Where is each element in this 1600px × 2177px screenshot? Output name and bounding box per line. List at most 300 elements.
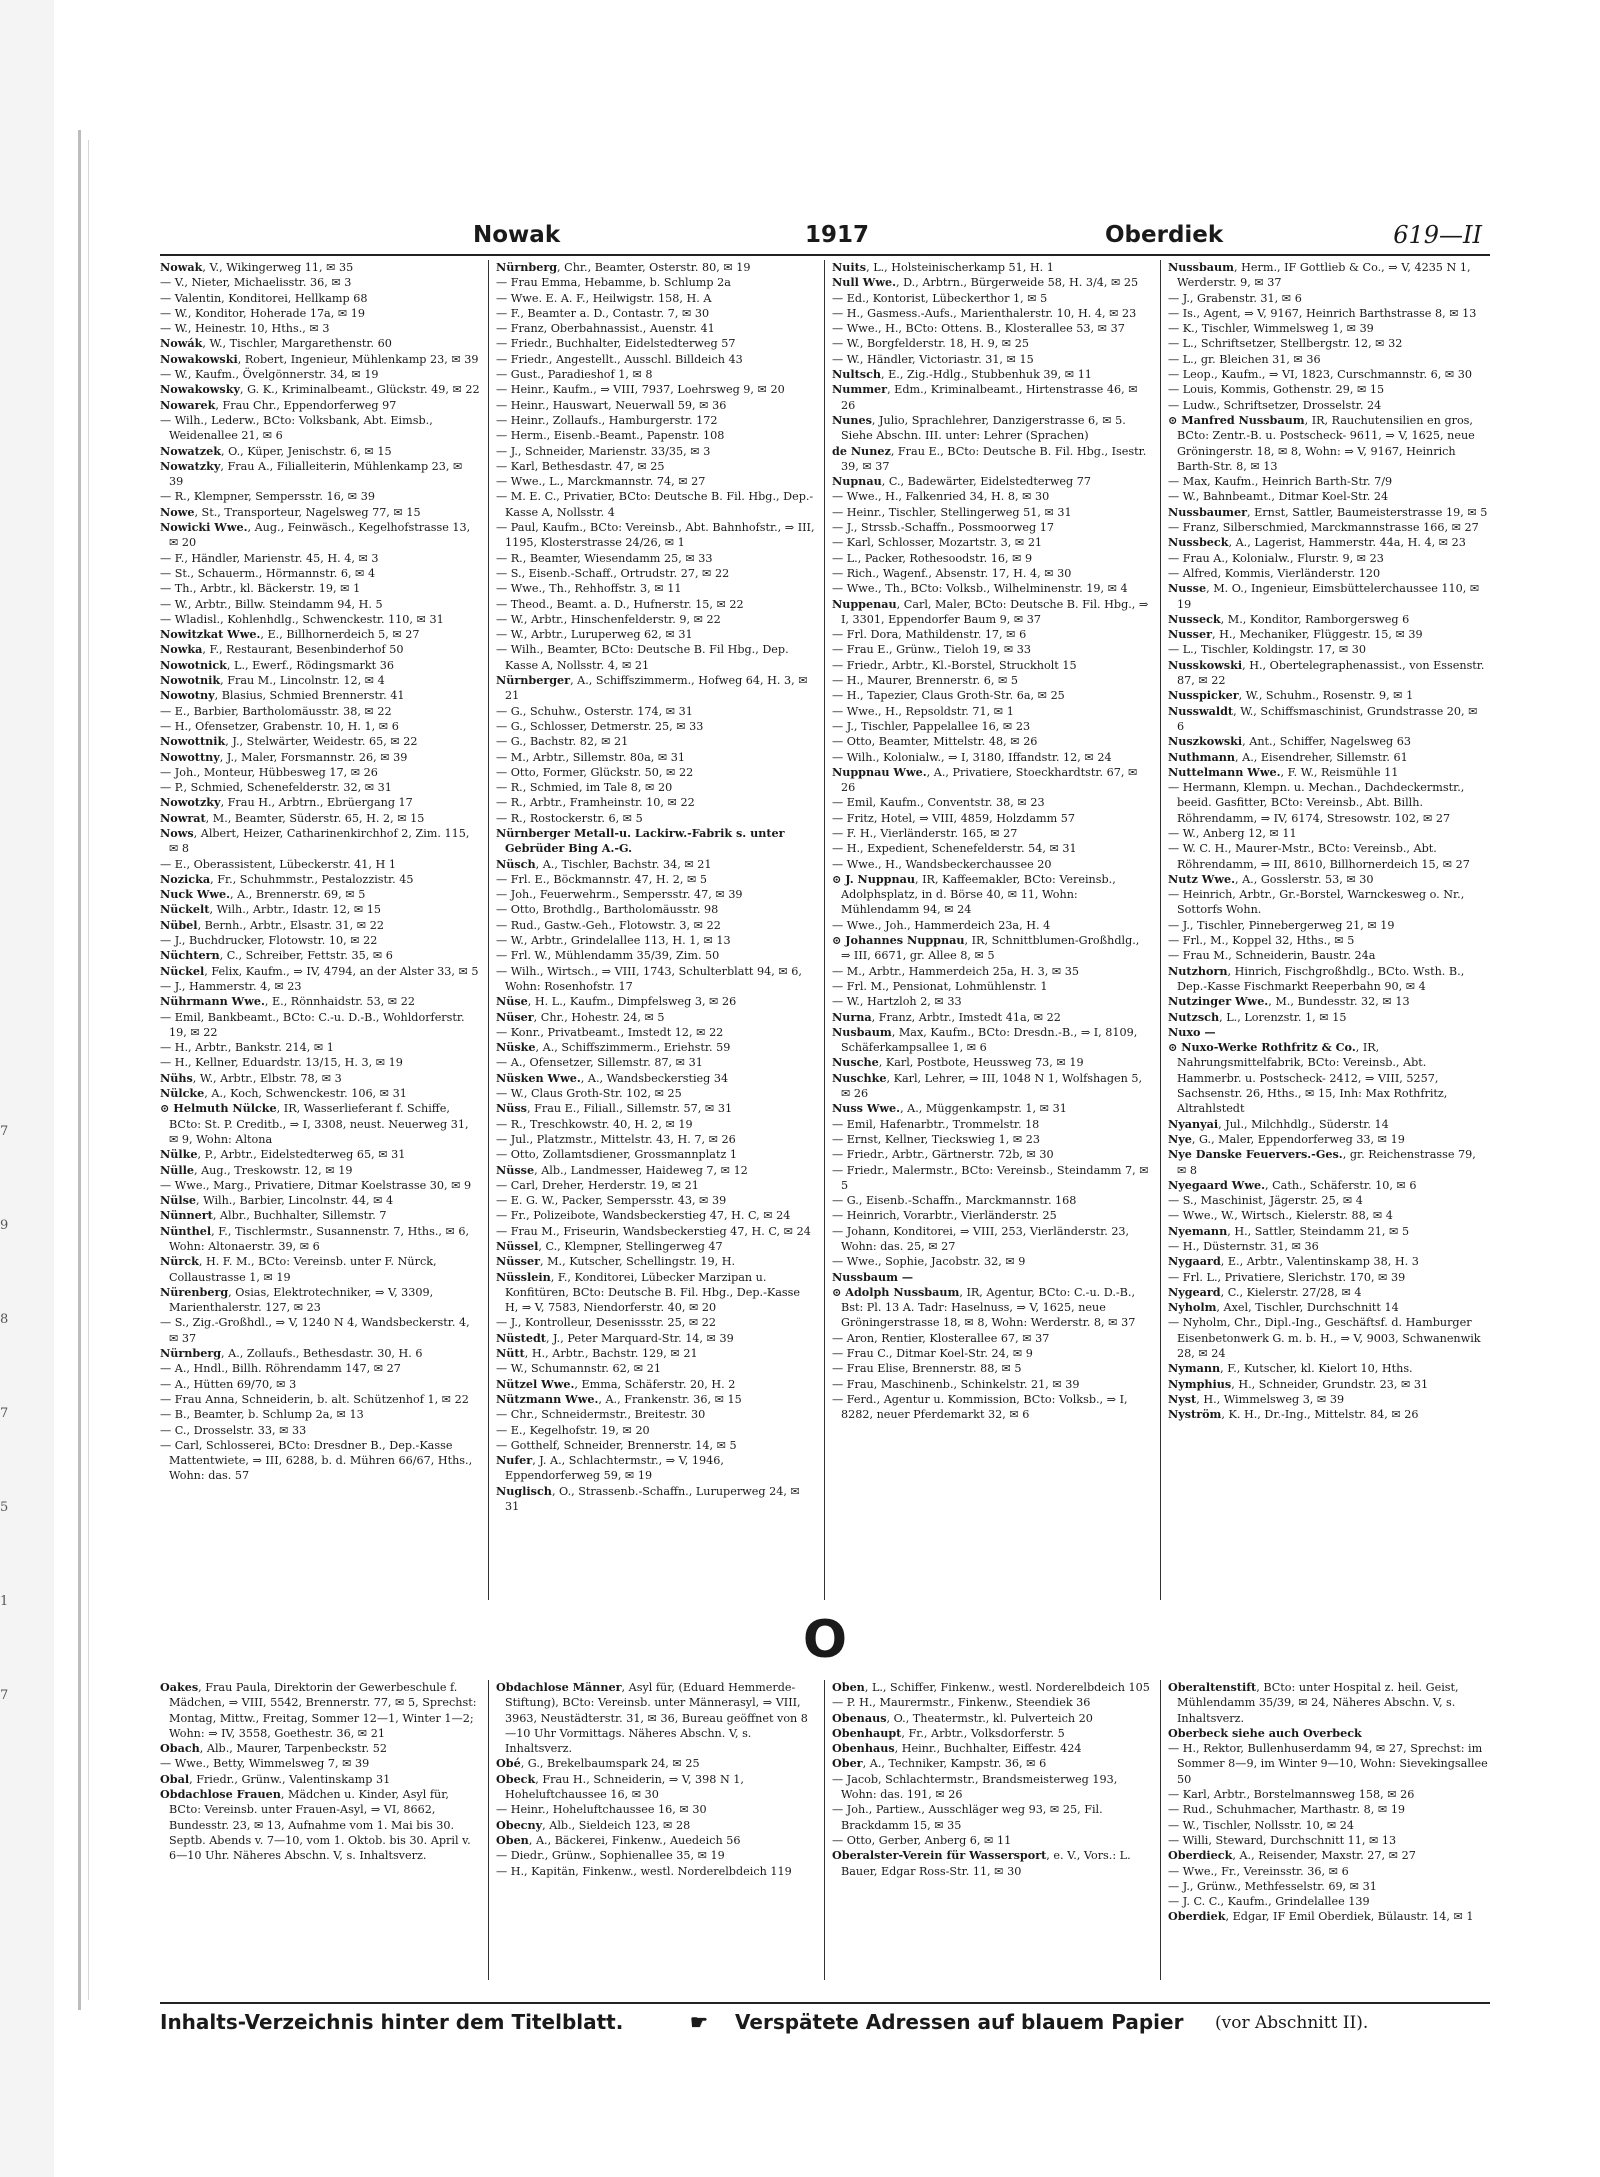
- directory-entry: Nürck, H. F. M., BCto: Vereinsb. unter F. Nürck, Collaustrasse 1, ✉ 19: [160, 1254, 437, 1284]
- directory-entry: — V., Nieter, Michaelisstr. 36, ✉ 3: [160, 276, 352, 290]
- directory-entry: — Herm., Eisenb.-Beamt., Papenstr. 108: [496, 429, 725, 443]
- directory-entry: — Hermann, Klempn. u. Mechan., Dachdeckermstr., beeid. Gasfitter, BCto: Vereinsb., Abt. Billh. Röhrendamm, ⇒ IV, 6174, Stresowstr. 102, ✉ 27: [1168, 781, 1465, 825]
- directory-entry: Nyholm, Axel, Tischler, Durchschnitt 14: [1168, 1300, 1399, 1315]
- entry-surname: Oberalster-Verein für Wassersport: [832, 1848, 1047, 1863]
- entry-surname: Nützmann Wwe.: [496, 1391, 599, 1406]
- directory-entry: — Frau Emma, Hebamme, b. Schlump 2a: [496, 276, 731, 290]
- directory-entry: Obdachlose Frauen, Mädchen u. Kinder, Asyl für, BCto: Vereinsb. unter Frauen-Asyl, ⇒ VI, 8662, Bundesstr. 23, ✉ 13, Aufnahme vom 1. Mai bis 30. Septb. Abends v. 7—10, vom 1. Oktob. bis 30. April v. 6—10 Uhr. Näheres Abschn. V, s. Inhaltsverz.: [160, 1787, 471, 1863]
- entry-surname: Nuschke: [832, 1070, 887, 1085]
- directory-entry: — Joh., Monteur, Hübbesweg 17, ✉ 26: [160, 765, 378, 779]
- directory-entry: Obenhaus, Heinr., Buchhalter, Eiffestr. 424: [832, 1741, 1082, 1756]
- directory-entry: — Wwe., Fr., Vereinsstr. 36, ✉ 6: [1168, 1864, 1349, 1878]
- entry-surname: Nowotny: [160, 688, 215, 703]
- directory-entry: — Karl, Arbtr., Borstelmannsweg 158, ✉ 26: [1168, 1788, 1415, 1802]
- directory-entry: — Otto, Brothdlg., Bartholomäusstr. 98: [496, 903, 719, 917]
- directory-entry: — Wwe., W., Wirtsch., Kielerstr. 88, ✉ 4: [1168, 1209, 1393, 1223]
- directory-entry: Nünnert, Albr., Buchhalter, Sillemstr. 7: [160, 1208, 387, 1223]
- directory-entry: — J., Tischler, Pappelallee 16, ✉ 23: [832, 719, 1031, 733]
- directory-entry: — Wwe., Th., Rehhoffstr. 3, ✉ 11: [496, 582, 682, 596]
- directory-entry: Nussbaum, Herm., IF Gottlieb & Co., ⇒ V, 4235 N 1, Werderstr. 9, ✉ 37: [1168, 260, 1471, 290]
- directory-entry: Nuss Wwe., A., Müggenkampstr. 1, ✉ 31: [832, 1101, 1067, 1116]
- entry-surname: Nuglisch: [496, 1483, 552, 1498]
- directory-entry: Nuppnau Wwe., A., Privatiere, Stoeckhardtstr. 67, ✉ 26: [832, 764, 1138, 795]
- directory-entry: — W., Anberg 12, ✉ 11: [1168, 826, 1297, 840]
- directory-entry: — B., Beamter, b. Schlump 2a, ✉ 13: [160, 1408, 364, 1422]
- column-o-1: [160, 1680, 480, 1980]
- directory-entry: — J. C. C., Kaufm., Grindelallee 139: [1168, 1895, 1370, 1909]
- directory-entry: — St., Schauerm., Hörmannstr. 6, ✉ 4: [160, 566, 376, 580]
- entry-surname: Nülke: [160, 1147, 198, 1162]
- entry-surname: Nygaard: [1168, 1254, 1221, 1269]
- directory-entry: Nowottny, J., Maler, Forsmannstr. 26, ✉ 39: [160, 749, 408, 764]
- directory-entry: — Emil, Bankbeamt., BCto: C.-u. D.-B., Wohldorferstr. 19, ✉ 22: [160, 1010, 465, 1039]
- entry-surname: Nüsch: [496, 856, 536, 871]
- directory-entry: Nüse, H. L., Kaufm., Dimpfelsweg 3, ✉ 26: [496, 994, 737, 1009]
- entry-surname: Ober: [832, 1756, 863, 1771]
- directory-entry: Nowakowsky, G. K., Kriminalbeamt., Glückstr. 49, ✉ 22: [160, 382, 480, 397]
- directory-entry: Oben, A., Bäckerei, Finkenw., Auedeich 56: [496, 1832, 741, 1847]
- directory-entry: — Frl., M., Koppel 32, Hths., ✉ 5: [1168, 934, 1355, 948]
- entry-surname: Nühs: [160, 1070, 193, 1085]
- directory-entry: — Th., Arbtr., kl. Bäckerstr. 19, ✉ 1: [160, 582, 361, 596]
- directory-entry: — J., Grabenstr. 31, ✉ 6: [1168, 291, 1302, 305]
- margin-mark: 7: [0, 1688, 9, 1703]
- directory-entry: — Valentin, Konditorei, Hellkamp 68: [160, 291, 368, 305]
- directory-entry: — H., Rektor, Bullenhuserdamm 94, ✉ 27, Sprechst: im Sommer 8—9, im Winter 9—10, Wohn: Sievekingsallee 50: [1168, 1742, 1488, 1786]
- directory-entry: — M., Arbtr., Hammerdeich 25a, H. 3, ✉ 35: [832, 964, 1080, 978]
- directory-entry: Nühs, W., Arbtr., Elbstr. 78, ✉ 3: [160, 1070, 342, 1085]
- section-heading: [160, 1610, 1490, 1670]
- margin-marks: [0, 1120, 16, 1778]
- entry-surname: Nymphius: [1168, 1376, 1232, 1391]
- directory-entry: Nyström, K. H., Dr.-Ing., Mittelstr. 84, ✉ 26: [1168, 1407, 1419, 1422]
- directory-entry: Obenaus, O., Theatermstr., kl. Pulverteich 20: [832, 1710, 1093, 1725]
- directory-entry: Nyemann, H., Sattler, Steindamm 21, ✉ 5: [1168, 1223, 1410, 1238]
- directory-entry: ⊙ J. Nuppnau, IR, Kaffeemakler, BCto: Vereinsb., Adolphsplatz, in d. Börse 40, ✉ 11, Wohn: Mühlendamm 94, ✉ 24: [832, 871, 1116, 917]
- entry-surname: Nyemann: [1168, 1223, 1228, 1238]
- directory-entry: Nusseck, M., Konditor, Ramborgersweg 6: [1168, 611, 1410, 626]
- directory-entry: — Wwe., H., Falkenried 34, H. 8, ✉ 30: [832, 490, 1050, 504]
- directory-entry: — A., Hütten 69/70, ✉ 3: [160, 1377, 297, 1391]
- entry-surname: Obeck: [496, 1771, 536, 1786]
- directory-entry: Nusse, M. O., Ingenieur, Eimsbüttelerchaussee 110, ✉ 19: [1168, 581, 1480, 611]
- directory-entry: — A., Ofensetzer, Sillemstr. 87, ✉ 31: [496, 1056, 703, 1070]
- entry-surname: Obenhaupt: [832, 1725, 902, 1740]
- directory-entry: Nymann, F., Kutscher, kl. Kielort 10, Hths.: [1168, 1361, 1413, 1376]
- entry-surname: Oberdiek: [1168, 1909, 1226, 1924]
- entry-surname: de Nunez: [832, 443, 891, 458]
- directory-entry: — R., Schmied, im Tale 8, ✉ 20: [496, 781, 673, 795]
- directory-entry: — W., Heinestr. 10, Hths., ✉ 3: [160, 322, 330, 336]
- entry-surname: Nusseck: [1168, 611, 1221, 626]
- directory-entry: Nowak, V., Wikingerweg 11, ✉ 35: [160, 260, 354, 274]
- directory-entry: — G., Schlosser, Detmerstr. 25, ✉ 33: [496, 719, 704, 733]
- gutter-line: [78, 130, 81, 2010]
- directory-entry: — Konr., Privatbeamt., Imstedt 12, ✉ 22: [496, 1025, 724, 1039]
- entry-surname: Nückel: [160, 963, 205, 978]
- entry-surname: ⊙ Adolph Nussbaum: [832, 1284, 960, 1299]
- directory-entry: Nürnberger, A., Schiffszimmerm., Hofweg 64, H. 3, ✉ 21: [496, 673, 808, 703]
- entry-surname: ⊙ Manfred Nussbaum: [1168, 412, 1305, 427]
- directory-entry: [496, 826, 816, 857]
- directory-entry: Nufer, J. A., Schlachtermstr., ⇒ V, 1946, Eppendorferweg 59, ✉ 19: [496, 1453, 724, 1483]
- entry-surname: Nutzinger Wwe.: [1168, 994, 1269, 1009]
- entry-surname: ⊙ Nuxo-Werke Rothfritz & Co.: [1168, 1040, 1356, 1055]
- directory-entry: Nygaard, E., Arbtr., Valentinskamp 38, H. 3: [1168, 1254, 1419, 1269]
- entry-surname: Nuits: [832, 260, 867, 274]
- entry-surname: Obenaus: [832, 1710, 887, 1725]
- entry-surname: Nusche: [832, 1055, 879, 1070]
- directory-entry: Nüstedt, J., Peter Marquard-Str. 14, ✉ 39: [496, 1330, 734, 1345]
- entry-surname: Nowitzkat Wwe.: [160, 627, 261, 642]
- directory-entry: — G., Bachstr. 82, ✉ 21: [496, 735, 629, 749]
- entry-surname: Nussbaum: [1168, 260, 1234, 274]
- entry-surname: Nultsch: [832, 367, 882, 382]
- directory-entry: Nowatzky, Frau A., Filialleiterin, Mühlenkamp 23, ✉ 39: [160, 458, 463, 489]
- directory-entry: — Is., Agent, ⇒ V, 9167, Heinrich Barthstrasse 8, ✉ 13: [1168, 306, 1477, 320]
- directory-entry: Nusspicker, W., Schuhm., Rosenstr. 9, ✉ 1: [1168, 688, 1414, 703]
- directory-entry: — Fritz, Hotel, ⇒ VIII, 4859, Holzdamm 57: [832, 811, 1076, 825]
- entry-surname: Nowicki Wwe.: [160, 520, 248, 535]
- directory-entry: — Emil, Hafenarbtr., Trommelstr. 18: [832, 1117, 1040, 1131]
- entry-surname: Nowottny: [160, 749, 220, 764]
- entry-surname: Nowák: [160, 336, 203, 351]
- directory-entry: Nüsse, Alb., Landmesser, Haideweg 7, ✉ 12: [496, 1162, 748, 1177]
- directory-entry: — C., Drosselstr. 33, ✉ 33: [160, 1423, 307, 1437]
- directory-entry: — Aron, Rentier, Klosterallee 67, ✉ 37: [832, 1331, 1050, 1345]
- directory-entry: Nowotny, Blasius, Schmied Brennerstr. 41: [160, 688, 405, 703]
- directory-entry: — Wwe., Marg., Privatiere, Ditmar Koelstrasse 30, ✉ 9: [160, 1178, 472, 1192]
- directory-columns-n: [160, 260, 1490, 1600]
- directory-entry: Nüsch, A., Tischler, Bachstr. 34, ✉ 21: [496, 856, 712, 871]
- entry-surname: Nutzsch: [1168, 1009, 1220, 1024]
- directory-entry: Nüser, Chr., Hohestr. 24, ✉ 5: [496, 1009, 665, 1024]
- directory-entry: Nünthel, F., Tischlermstr., Susannenstr. 7, Hths., ✉ 6, Wohn: Altonaerstr. 39, ✉ 6: [160, 1223, 470, 1253]
- directory-entry: — Ludw., Schriftsetzer, Drosselstr. 24: [1168, 398, 1382, 412]
- directory-entry: — K., Tischler, Wimmelsweg 1, ✉ 39: [1168, 322, 1374, 336]
- directory-entry: — H., Düsternstr. 31, ✉ 36: [1168, 1240, 1319, 1253]
- directory-entry: Nowitzkat Wwe., E., Billhornerdeich 5, ✉ 27: [160, 627, 420, 642]
- entry-surname: Nürnberg: [160, 1346, 222, 1361]
- directory-entry: — Wilh., Lederw., BCto: Volksbank, Abt. Eimsb., Weidenallee 21, ✉ 6: [160, 413, 433, 443]
- directory-entry: Obach, Alb., Maurer, Tarpenbeckstr. 52: [160, 1741, 388, 1756]
- directory-entry: Nübel, Bernh., Arbtr., Elsastr. 31, ✉ 22: [160, 917, 384, 932]
- directory-entry: — J., Schneider, Marienstr. 33/35, ✉ 3: [496, 444, 711, 458]
- directory-entry: Nürnberg, A., Zollaufs., Bethesdastr. 30, H. 6: [160, 1346, 423, 1361]
- directory-entry: — W., Arbtr., Grindelallee 113, H. 1, ✉ 13: [496, 934, 731, 948]
- entry-surname: Nuthmann: [1168, 749, 1236, 764]
- directory-entry: — W., Arbtr., Luruperweg 62, ✉ 31: [496, 628, 693, 642]
- entry-surname: Null Wwe.: [832, 275, 896, 290]
- directory-entry: Nutzsch, L., Lorenzstr. 1, ✉ 15: [1168, 1009, 1347, 1024]
- entry-surname: Nürnberger Metall-u. Lackirw.-Fabrik s. unter Gebrüder Bing A.-G.: [496, 825, 785, 856]
- directory-entry: — Wwe., Sophie, Jacobstr. 32, ✉ 9: [832, 1255, 1026, 1269]
- directory-entry: — Ed., Kontorist, Lübeckerthor 1, ✉ 5: [832, 291, 1048, 305]
- directory-entry: — E., Barbier, Bartholomäusstr. 38, ✉ 22: [160, 704, 392, 718]
- directory-entry: — Frl. Dora, Mathildenstr. 17, ✉ 6: [832, 628, 1027, 642]
- directory-entry: Nüchtern, C., Schreiber, Fettstr. 35, ✉ 6: [160, 948, 393, 963]
- entry-surname: Nowrat: [160, 810, 206, 825]
- column-divider: [824, 1680, 825, 1980]
- directory-entry: Nutz Wwe., A., Gosslerstr. 53, ✉ 30: [1168, 871, 1374, 886]
- column-o-3: [832, 1680, 1152, 1980]
- directory-entry: — Joh., Partiew., Ausschläger weg 93, ✉ 25, Fil. Brackdamm 15, ✉ 35: [832, 1803, 1103, 1832]
- directory-entry: — Nyholm, Chr., Dipl.-Ing., Geschäftsf. d. Hamburger Eisenbetonwerk G. m. b. H., ⇒ V, 9003, Schwanenwik 28, ✉ 24: [1168, 1316, 1481, 1361]
- entry-surname: Nusspicker: [1168, 688, 1239, 703]
- directory-entry: — Otto, Former, Glückstr. 50, ✉ 22: [496, 765, 694, 779]
- directory-entry: Oakes, Frau Paula, Direktorin der Gewerbeschule f. Mädchen, ⇒ VIII, 5542, Brennerstr. 77, ✉ 5, Sprechst: Montag, Mittw., Freitag, Sommer 12—1, Winter 1—2; Wohn: ⇒ IV, 3558, Goethestr. 36, ✉ 21: [160, 1680, 477, 1740]
- margin-mark: 5: [0, 1500, 9, 1515]
- directory-entry: — Theod., Beamt. a. D., Hufnerstr. 15, ✉ 22: [496, 597, 744, 611]
- directory-entry: — Wwe., H., BCto: Ottens. B., Klosterallee 53, ✉ 37: [832, 322, 1125, 336]
- directory-entry: — Wwe. E. A. F., Heilwigstr. 158, H. A: [496, 291, 712, 305]
- entry-surname: Nührmann Wwe.: [160, 994, 265, 1009]
- directory-entry: Nückel, Felix, Kaufm., ⇒ IV, 4794, an der Alster 33, ✉ 5: [160, 963, 479, 978]
- directory-entry: Nuits, L., Holsteinischerkamp 51, H. 1: [832, 260, 1054, 274]
- directory-entry: — Frl. M., Pensionat, Lohmühlenstr. 1: [832, 979, 1048, 993]
- directory-entry: Obeck, Frau H., Schneiderin, ⇒ V, 398 N 1, Hoheluftchaussee 16, ✉ 30: [496, 1771, 744, 1802]
- entry-surname: Nyegaard Wwe.: [1168, 1177, 1265, 1192]
- entry-surname: Obecny: [496, 1817, 543, 1832]
- running-header: [160, 220, 1490, 256]
- column-divider: [824, 260, 825, 1600]
- entry-surname: Nutzhorn: [1168, 963, 1228, 978]
- directory-entry: — Frau M., Schneiderin, Baustr. 24a: [1168, 949, 1376, 963]
- directory-entry: — S., Eisenb.-Schaff., Ortrudstr. 27, ✉ 22: [496, 566, 730, 580]
- directory-entry: — Frau Anna, Schneiderin, b. alt. Schützenhof 1, ✉ 22: [160, 1392, 469, 1406]
- entry-surname: Nupnau: [832, 474, 882, 489]
- entry-surname: Nowak: [160, 260, 203, 274]
- entry-surname: Nymann: [1168, 1361, 1221, 1376]
- directory-entry: Nozicka, Fr., Schuhmmstr., Pestalozzistr. 45: [160, 871, 414, 886]
- entry-surname: Nüse: [496, 994, 528, 1009]
- directory-entry: Nowotnick, L., Ewerf., Rödingsmarkt 36: [160, 657, 394, 672]
- directory-entry: Nutzinger Wwe., M., Bundesstr. 32, ✉ 13: [1168, 994, 1410, 1009]
- directory-entry: — Wwe., H., Wandsbeckerchaussee 20: [832, 857, 1052, 871]
- directory-entry: Nowicki Wwe., Aug., Feinwäsch., Kegelhofstrasse 13, ✉ 20: [160, 520, 471, 550]
- directory-entry: Nuschke, Karl, Lehrer, ⇒ III, 1048 N 1, Wolfshagen 5, ✉ 26: [832, 1070, 1143, 1101]
- directory-entry: Nusser, H., Mechaniker, Flüggestr. 15, ✉ 39: [1168, 627, 1423, 642]
- entry-surname: Nüsslein: [496, 1269, 551, 1284]
- directory-entry: — Diedr., Grünw., Sophienallee 35, ✉ 19: [496, 1849, 725, 1863]
- directory-entry: — W., Tischler, Nollsstr. 10, ✉ 24: [1168, 1818, 1355, 1832]
- directory-entry: Nowatzek, O., Küper, Jenischstr. 6, ✉ 15: [160, 443, 392, 458]
- directory-entry: Nusbaum, Max, Kaufm., BCto: Dresdn.-B., ⇒ I, 8109, Schäferkampsallee 1, ✉ 6: [832, 1024, 1138, 1055]
- entry-surname: ⊙ Johannes Nuppnau: [832, 933, 965, 948]
- directory-entry: — Gotthelf, Schneider, Brennerstr. 14, ✉ 5: [496, 1438, 737, 1452]
- directory-entry: — W., Bahnbeamt., Ditmar Koel-Str. 24: [1168, 490, 1389, 504]
- entry-surname: Nuszkowski: [1168, 734, 1243, 749]
- entry-surname: Nuttelmann Wwe.: [1168, 764, 1281, 779]
- entry-surname: Nünnert: [160, 1208, 213, 1223]
- directory-entry: Nye Danske Feuervers.-Ges., gr. Reichenstrasse 79, ✉ 8: [1168, 1147, 1476, 1177]
- directory-entry: Nülse, Wilh., Barbier, Lincolnstr. 44, ✉ 4: [160, 1193, 394, 1208]
- directory-entry: Nührmann Wwe., E., Rönnhaidstr. 53, ✉ 22: [160, 994, 415, 1009]
- entry-surname: Nussbeck: [1168, 535, 1229, 550]
- directory-entry: — Frau, Maschinenb., Schinkelstr. 21, ✉ 39: [832, 1377, 1080, 1391]
- directory-entry: Nymphius, H., Schneider, Grundstr. 23, ✉ 31: [1168, 1376, 1429, 1391]
- directory-entry: — H., Kapitän, Finkenw., westl. Norderelbdeich 119: [496, 1864, 792, 1878]
- entry-surname: Nütt: [496, 1346, 525, 1361]
- entry-surname: Nuss Wwe.: [832, 1101, 901, 1116]
- entry-surname: ⊙ Helmuth Nülcke: [160, 1101, 277, 1116]
- directory-entry: Nowe, St., Transporteur, Nagelsweg 77, ✉ 15: [160, 504, 421, 519]
- entry-surname: Nummer: [832, 382, 888, 397]
- entry-surname: Nülle: [160, 1162, 194, 1177]
- entry-surname: Obdachlose Männer: [496, 1680, 622, 1694]
- entry-surname: Nüstedt: [496, 1330, 546, 1345]
- entry-surname: Oben: [496, 1832, 529, 1847]
- directory-entry: Nyst, H., Wimmelsweg 3, ✉ 39: [1168, 1391, 1345, 1406]
- directory-entry: [832, 1270, 1152, 1285]
- entry-surname: Nürnberg: [496, 260, 558, 274]
- margin-mark: 1: [0, 1594, 9, 1609]
- entry-surname: Nützel Wwe.: [496, 1376, 575, 1391]
- directory-entry: — L., Packer, Rothesoodstr. 16, ✉ 9: [832, 551, 1033, 565]
- entry-surname: Nye: [1168, 1131, 1192, 1146]
- directory-entry: — Gust., Paradieshof 1, ✉ 8: [496, 368, 653, 382]
- directory-entry: — M. E. C., Privatier, BCto: Deutsche B. Fil. Hbg., Dep.-Kasse A, Nollsstr. 4: [496, 490, 814, 519]
- directory-entry: Nowotnik, Frau M., Lincolnstr. 12, ✉ 4: [160, 673, 385, 688]
- directory-page: [160, 220, 1490, 2040]
- directory-entry: — E., Kegelhofstr. 19, ✉ 20: [496, 1423, 650, 1437]
- directory-entry: — Frl. E., Böckmannstr. 47, H. 2, ✉ 5: [496, 872, 708, 886]
- entry-surname: Obach: [160, 1741, 200, 1756]
- entry-surname: ⊙ J. Nuppnau: [832, 871, 916, 886]
- directory-entry: — Rich., Wagenf., Absenstr. 17, H. 4, ✉ 30: [832, 566, 1072, 580]
- directory-entry: — Heinr., Kaufm., ⇒ VIII, 7937, Loehrsweg 9, ✉ 20: [496, 383, 785, 397]
- entry-surname: Nowakowsky: [160, 382, 240, 397]
- directory-entry: — Karl, Schlosser, Mozartstr. 3, ✉ 21: [832, 536, 1043, 550]
- directory-entry: — W., Konditor, Hoherade 17a, ✉ 19: [160, 306, 366, 320]
- directory-entry: — R., Treschkowstr. 40, H. 2, ✉ 19: [496, 1117, 693, 1131]
- directory-entry: Nuglisch, O., Strassenb.-Schaffn., Luruperweg 24, ✉ 31: [496, 1483, 800, 1514]
- directory-entry: — Fr., Polizeibote, Wandsbeckerstieg 47, H. C, ✉ 24: [496, 1209, 791, 1223]
- directory-entry: — Karl, Bethesdastr. 47, ✉ 25: [496, 459, 665, 473]
- directory-entry: Nygeard, C., Kielerstr. 27/28, ✉ 4: [1168, 1284, 1362, 1299]
- directory-entry: — S., Maschinist, Jägerstr. 25, ✉ 4: [1168, 1194, 1363, 1208]
- directory-entry: — J., Tischler, Pinnebergerweg 21, ✉ 19: [1168, 918, 1395, 932]
- directory-entry: — W., Borgfelderstr. 18, H. 9, ✉ 25: [832, 337, 1029, 351]
- entry-surname: Nüske: [496, 1040, 536, 1055]
- directory-entry: — G., Schuhw., Osterstr. 174, ✉ 31: [496, 704, 693, 718]
- directory-entry: — Frl. L., Privatiere, Slerichstr. 170, ✉ 39: [1168, 1270, 1406, 1284]
- directory-entry: Nultsch, E., Zig.-Hdlg., Stubbenhuk 39, ✉ 11: [832, 367, 1092, 382]
- header-year: 1917: [805, 222, 870, 248]
- entry-surname: Nowarek: [160, 397, 216, 412]
- directory-entry: Nutzhorn, Hinrich, Fischgroßhdlg., BCto. Wsth. B., Dep.-Kasse Fischmarkt Reeperbahn 90, ✉ 4: [1168, 963, 1465, 993]
- directory-entry: — Wilh., Kolonialw., ⇒ I, 3180, Iffandstr. 12, ✉ 24: [832, 750, 1112, 764]
- directory-entry: Nowka, F., Restaurant, Besenbinderhof 50: [160, 642, 404, 657]
- directory-entry: Nowotzky, Frau H., Arbtrn., Ebrüergang 17: [160, 795, 413, 810]
- directory-entry: de Nunez, Frau E., BCto: Deutsche B. Fil. Hbg., Isestr. 39, ✉ 37: [832, 443, 1147, 473]
- directory-entry: Nupnau, C., Badewärter, Eidelstedterweg 77: [832, 474, 1091, 489]
- directory-entry: — Heinrich, Arbtr., Gr.-Borstel, Warnckesweg o. Nr., Sottorfs Wohn.: [1168, 888, 1465, 917]
- column-4: [1168, 260, 1488, 1600]
- directory-entry: Nowrat, M., Beamter, Süderstr. 65, H. 2, ✉ 15: [160, 810, 425, 825]
- directory-entry: — Ernst, Kellner, Tieckswieg 1, ✉ 23: [832, 1132, 1041, 1146]
- directory-entry: — Ferd., Agentur u. Kommission, BCto: Volksb., ⇒ I, 8282, neuer Pferdemarkt 32, ✉ 6: [832, 1392, 1128, 1422]
- directory-entry: Nüske, A., Schiffszimmerm., Eriehstr. 59: [496, 1040, 731, 1055]
- directory-entry: Nütt, H., Arbtr., Bachstr. 129, ✉ 21: [496, 1346, 698, 1361]
- margin-mark: 9: [0, 1218, 9, 1233]
- directory-entry: Nuthmann, A., Eisendreher, Sillemstr. 61: [1168, 749, 1408, 764]
- footer-index-note: Inhalts-Verzeichnis hinter dem Titelblatt.: [160, 2010, 624, 2034]
- directory-entry: — Frau Elise, Brennerstr. 88, ✉ 5: [832, 1362, 1022, 1376]
- entry-surname: Nussbaumer: [1168, 504, 1248, 519]
- entry-surname: Obé: [496, 1756, 521, 1771]
- entry-surname: Nüser: [496, 1009, 534, 1024]
- margin-mark: 7: [0, 1406, 9, 1421]
- column-1: [160, 260, 480, 1600]
- directory-entry: — L., gr. Bleichen 31, ✉ 36: [1168, 352, 1321, 366]
- directory-entry: — Wwe., Betty, Wimmelsweg 7, ✉ 39: [160, 1757, 370, 1771]
- directory-entry: — Wwe., Joh., Hammerdeich 23a, H. 4: [832, 918, 1051, 932]
- directory-entry: Obecny, Alb., Sieldeich 123, ✉ 28: [496, 1817, 691, 1832]
- footer-section-ref: (vor Abschnitt II).: [1215, 2013, 1369, 2033]
- directory-entry: — Friedr., Arbtr., Kl.-Borstel, Struckholt 15: [832, 658, 1077, 672]
- directory-entry: — W., Claus Groth-Str. 102, ✉ 25: [496, 1087, 682, 1101]
- directory-entry: — W., Arbtr., Billw. Steindamm 94, H. 5: [160, 597, 383, 611]
- entry-surname: Nowotnick: [160, 657, 227, 672]
- directory-entry: Oberalster-Verein für Wassersport, e. V., Vors.: L. Bauer, Edgar Ross-Str. 11, ✉ 30: [832, 1848, 1131, 1878]
- entry-surname: Oberbeck siehe auch Overbeck: [1168, 1725, 1362, 1740]
- column-2: [496, 260, 816, 1600]
- directory-entry: — Chr., Schneidermstr., Breitestr. 30: [496, 1408, 706, 1422]
- entry-surname: Nückelt: [160, 902, 210, 917]
- directory-columns-o: [160, 1680, 1490, 1980]
- directory-entry: — Johann, Konditorei, ⇒ VIII, 253, Vierländerstr. 23, Wohn: das. 25, ✉ 27: [832, 1224, 1130, 1253]
- entry-surname: Nusse: [1168, 581, 1207, 596]
- directory-entry: — Friedr., Angestellt., Ausschl. Billdeich 43: [496, 352, 743, 366]
- directory-entry: Nusswaldt, W., Schiffsmaschinist, Grundstrasse 20, ✉ 6: [1168, 703, 1478, 733]
- column-o-2: [496, 1680, 816, 1980]
- directory-entry: — H., Expedient, Schenefelderstr. 54, ✉ 31: [832, 842, 1077, 856]
- entry-surname: Nürnberger: [496, 673, 571, 688]
- footer-late-addresses-note: Verspätete Adressen auf blauem Papier: [735, 2010, 1184, 2034]
- directory-entry: Nows, Albert, Heizer, Catharinenkirchhof 2, Zim. 115, ✉ 8: [160, 825, 470, 856]
- entry-surname: Nuppnau Wwe.: [832, 764, 927, 779]
- entry-surname: Nowatzek: [160, 443, 221, 458]
- directory-entry: Oberaltenstift, BCto: unter Hospital z. heil. Geist, Mühlendamm 35/39, ✉ 24, Näheres Abschn. V, s. Inhaltsverz.: [1168, 1680, 1459, 1725]
- directory-entry: Nürenberg, Osias, Elektrotechniker, ⇒ V, 3309, Marienthalerstr. 127, ✉ 23: [160, 1284, 434, 1315]
- directory-entry: Obdachlose Männer, Asyl für, (Eduard Hemmerde-Stiftung), BCto: Vereinsb. unter Männerasyl, ⇒ VIII, 3963, Neustädterstr. 31, ✉ 36, Bureau geöffnet von 8—10 Uhr Vormittags. Näheres Abschn. V, s. Inhaltsverz.: [496, 1680, 808, 1756]
- entry-surname: Nürck: [160, 1254, 199, 1269]
- column-divider: [1160, 260, 1161, 1600]
- entry-surname: Nürenberg: [160, 1284, 229, 1299]
- entry-surname: Obdachlose Frauen: [160, 1787, 281, 1802]
- entry-surname: Nowka: [160, 642, 203, 657]
- directory-entry: — Frau C., Ditmar Koel-Str. 24, ✉ 9: [832, 1347, 1033, 1361]
- gutter-line-inner: [88, 140, 89, 2000]
- directory-entry: — Otto, Gerber, Anberg 6, ✉ 11: [832, 1833, 1012, 1847]
- directory-entry: — Friedr., Malermstr., BCto: Vereinsb., Steindamm 7, ✉ 5: [832, 1163, 1149, 1192]
- entry-surname: Nusswaldt: [1168, 703, 1234, 718]
- directory-entry: — Frau E., Grünw., Tieloh 19, ✉ 33: [832, 643, 1031, 657]
- directory-entry: Nüssel, C., Klempner, Stellingerweg 47: [496, 1239, 723, 1253]
- directory-entry: — Friedr., Buchhalter, Eidelstedterweg 57: [496, 337, 736, 351]
- directory-entry: Nürnberg, Chr., Beamter, Osterstr. 80, ✉ 19: [496, 260, 751, 274]
- directory-entry: Ober, A., Techniker, Kampstr. 36, ✉ 6: [832, 1756, 1047, 1771]
- directory-entry: — Heinr., Zollaufs., Hamburgerstr. 172: [496, 413, 718, 427]
- page-number: 619—II: [1393, 221, 1482, 249]
- directory-entry: Nyegaard Wwe., Cath., Schäferstr. 10, ✉ 6: [1168, 1177, 1417, 1192]
- directory-entry: — Wwe., L., Marckmannstr. 74, ✉ 27: [496, 475, 706, 489]
- directory-entry: — Alfred, Kommis, Vierländerstr. 120: [1168, 566, 1381, 580]
- entry-surname: Nüsse: [496, 1162, 535, 1177]
- directory-entry: — W. C. H., Maurer-Mstr., BCto: Vereinsb., Abt. Röhrendamm, ⇒ III, 8610, Billhornerdeich 15, ✉ 27: [1168, 842, 1470, 871]
- directory-entry: ⊙ Helmuth Nülcke, IR, Wasserlieferant f. Schiffe, BCto: St. P. Creditb., ⇒ I, 3308, neust. Neuerweg 31, ✉ 9, Wohn: Altona: [160, 1101, 469, 1146]
